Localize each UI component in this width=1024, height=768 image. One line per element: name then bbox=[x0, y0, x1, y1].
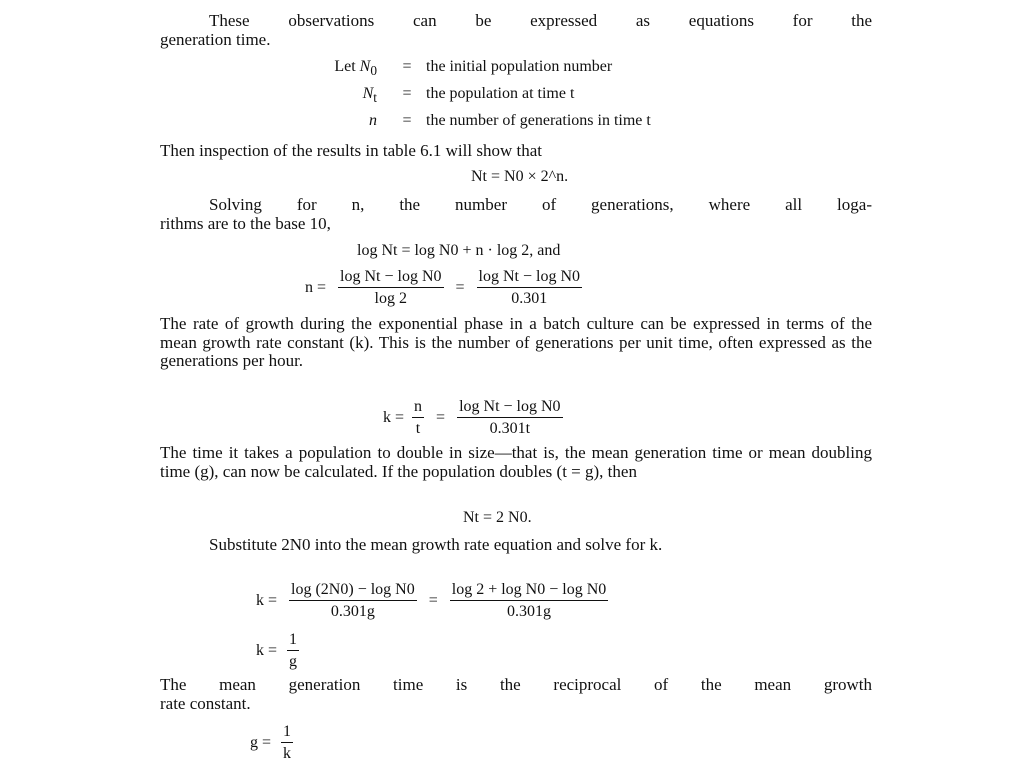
reciprocal-line-2: rate constant. bbox=[160, 694, 251, 713]
equals-sign: = bbox=[428, 592, 438, 609]
fraction bbox=[457, 398, 562, 438]
equation-lhs: n = bbox=[305, 279, 327, 296]
equation-lhs: k = bbox=[256, 592, 278, 609]
equation-lhs: k = bbox=[256, 642, 278, 659]
symbol-subscript: 0 bbox=[370, 63, 377, 79]
fraction-numerator: log Nt − log N0 bbox=[477, 268, 582, 288]
fraction-denominator: log 2 bbox=[374, 290, 407, 307]
fraction bbox=[450, 581, 609, 621]
definition-symbol bbox=[369, 107, 377, 138]
solving-line-2: rithms are to the base 10, bbox=[160, 214, 331, 233]
equals-sign: = bbox=[436, 409, 446, 426]
equals-sign: = bbox=[455, 279, 465, 296]
intro-line-1: These observations can be expressed as equations for the bbox=[209, 11, 872, 30]
fraction-denominator: 0.301 bbox=[511, 290, 548, 307]
intro-line-2: generation time. bbox=[160, 30, 271, 49]
fraction-denominator: t bbox=[415, 420, 421, 437]
symbol-letter: N bbox=[362, 85, 374, 102]
inspection-text: Then inspection of the results in table 6.1 will show that bbox=[160, 141, 542, 160]
equation-k-reciprocal bbox=[256, 631, 299, 671]
let-word: Let bbox=[334, 58, 356, 75]
fraction bbox=[289, 581, 417, 621]
definition-text: the number of generations in time t bbox=[426, 112, 651, 129]
equation-lhs: g = bbox=[250, 734, 272, 751]
equation-log: log Nt = log N0 + n · log 2, and bbox=[357, 242, 561, 259]
definition-text: the population at time t bbox=[426, 85, 575, 102]
fraction-denominator: k bbox=[283, 745, 292, 762]
symbol-subscript: t bbox=[373, 90, 377, 106]
equals-sign: = bbox=[402, 112, 412, 129]
equals-sign: = bbox=[402, 58, 412, 75]
fraction-numerator: log 2 + log N0 − log N0 bbox=[450, 581, 609, 601]
fraction-denominator: g bbox=[289, 653, 298, 670]
substitute-paragraph: Substitute 2N0 into the mean growth rate equation and solve for k. bbox=[209, 535, 663, 554]
fraction-numerator: n bbox=[412, 398, 424, 418]
equation-n bbox=[305, 268, 582, 308]
fraction bbox=[338, 268, 443, 308]
symbol-letter: N bbox=[359, 58, 371, 75]
rate-paragraph: The rate of growth during the exponential phase in a batch culture can be expressed in terms of the mean growth rate constant (k). This is the number of generations per unit time, often expressed as the generations per hour. bbox=[160, 314, 872, 370]
equation-g bbox=[250, 723, 293, 763]
symbol-letter: n bbox=[369, 112, 377, 129]
fraction bbox=[477, 268, 582, 308]
reciprocal-line-1: The mean generation time is the reciprocal of the mean growth bbox=[160, 675, 872, 694]
equation-growth: Nt = N0 × 2^n. bbox=[471, 168, 569, 185]
equation-double: Nt = 2 N0. bbox=[463, 509, 532, 526]
definition-text: the initial population number bbox=[426, 58, 613, 75]
equation-lhs: k = bbox=[383, 409, 405, 426]
equation-k bbox=[383, 398, 563, 438]
doubling-paragraph: The time it takes a population to double in size—that is, the mean generation time or mean doubling time (g), can now be calculated. If the population doubles (t = g), then bbox=[160, 443, 872, 481]
fraction-numerator: log Nt − log N0 bbox=[338, 268, 443, 288]
fraction bbox=[287, 631, 299, 671]
fraction-numerator: 1 bbox=[281, 723, 293, 743]
fraction-denominator: 0.301t bbox=[489, 420, 531, 437]
fraction-numerator: 1 bbox=[287, 631, 299, 651]
fraction-numerator: log Nt − log N0 bbox=[457, 398, 562, 418]
fraction bbox=[412, 398, 424, 438]
solving-line-1: Solving for n, the number of generations, where all loga- bbox=[209, 195, 872, 214]
fraction-denominator: 0.301g bbox=[507, 603, 551, 620]
equals-sign: = bbox=[402, 85, 412, 102]
fraction-numerator: log (2N0) − log N0 bbox=[289, 581, 417, 601]
fraction bbox=[281, 723, 293, 763]
equation-k-substituted bbox=[256, 581, 608, 621]
fraction-denominator: 0.301g bbox=[330, 603, 375, 620]
